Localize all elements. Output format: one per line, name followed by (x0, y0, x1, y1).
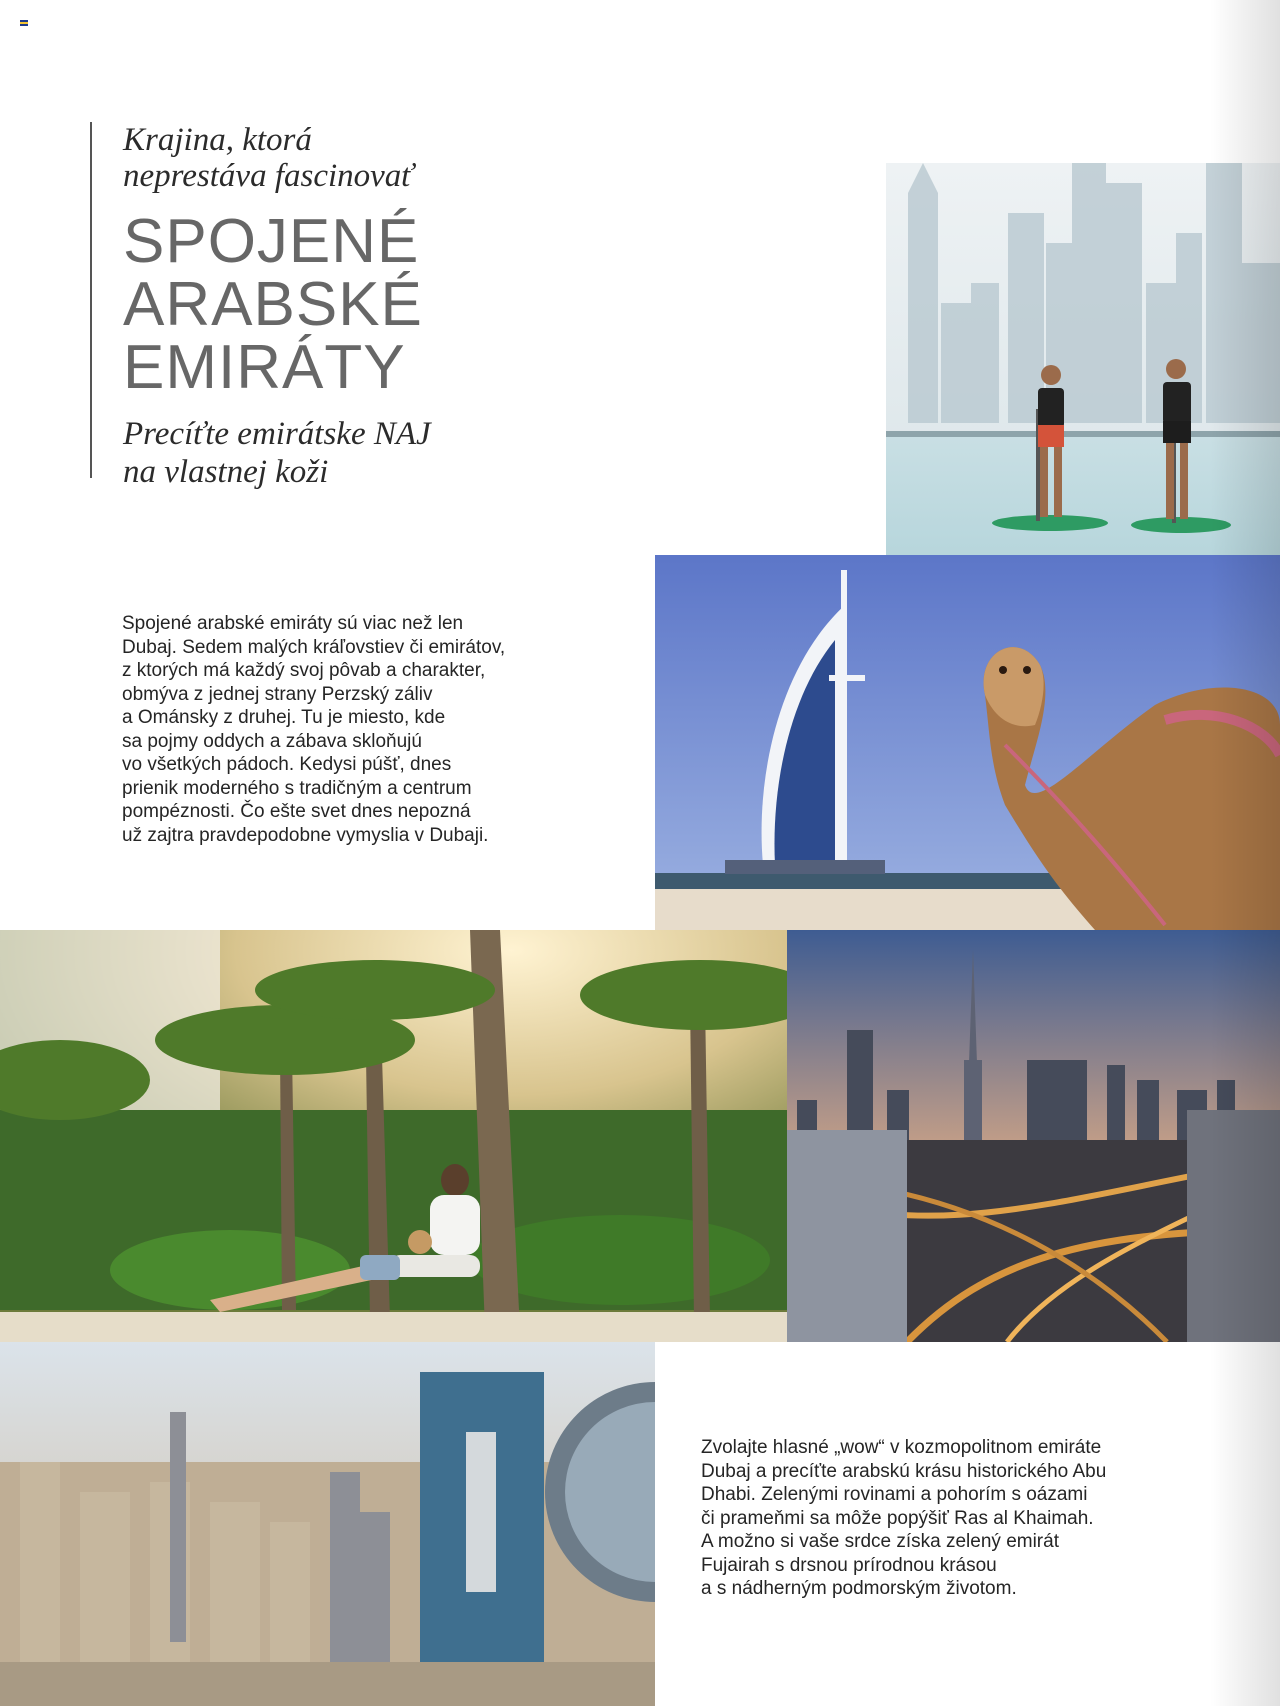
page-title: SPOJENÉ ARABSKÉ EMIRÁTY (123, 207, 423, 402)
photo-couple-palms (0, 930, 787, 1342)
photo-dubai-dusk (787, 930, 1280, 1342)
kicker: Krajina, ktorá neprestáva fascinovať (123, 122, 414, 194)
photo-dubai-marina-aerial (0, 1342, 655, 1706)
flag-icon (20, 20, 28, 26)
intro-paragraph: Spojené arabské emiráty sú viac než len Dubaj. Sedem malých kráľovstiev či emirátov, z ktorých má každý svoj pôvab a charakter, obmýva z jednej strany Perzský záliv a Ománsky z druhej. Tu je miesto, kde sa pojmy oddych a zábava skloňujú vo všetkých pádoch. Kedysi púšť, dnes prienik moderného s tradičným a centrum pompéznosti. Čo ešte svet dnes nepozná už zajtra pravdepodobne vymyslia v Dubaji. (122, 613, 506, 846)
photo-burj-al-arab-camel (655, 555, 1280, 930)
page-subtitle: Precíťte emirátske NAJ na vlastnej koži (123, 416, 431, 490)
outro-paragraph: Zvolajte hlasné „wow“ v kozmopolitnom emiráte Dubaj a precíťte arabskú krásu historického Abu Dhabi. Zelenými rovinami a pohorím s oázami či prameňmi sa môže popýšiť Ras al Khaimah. A možno si vaše srdce získa zelený emirát Fujairah s drsnou prírodnou krásou a s nádherným podmorským životom. (701, 1437, 1107, 1599)
title-block (90, 122, 490, 490)
photo-paddleboarders (886, 163, 1280, 555)
